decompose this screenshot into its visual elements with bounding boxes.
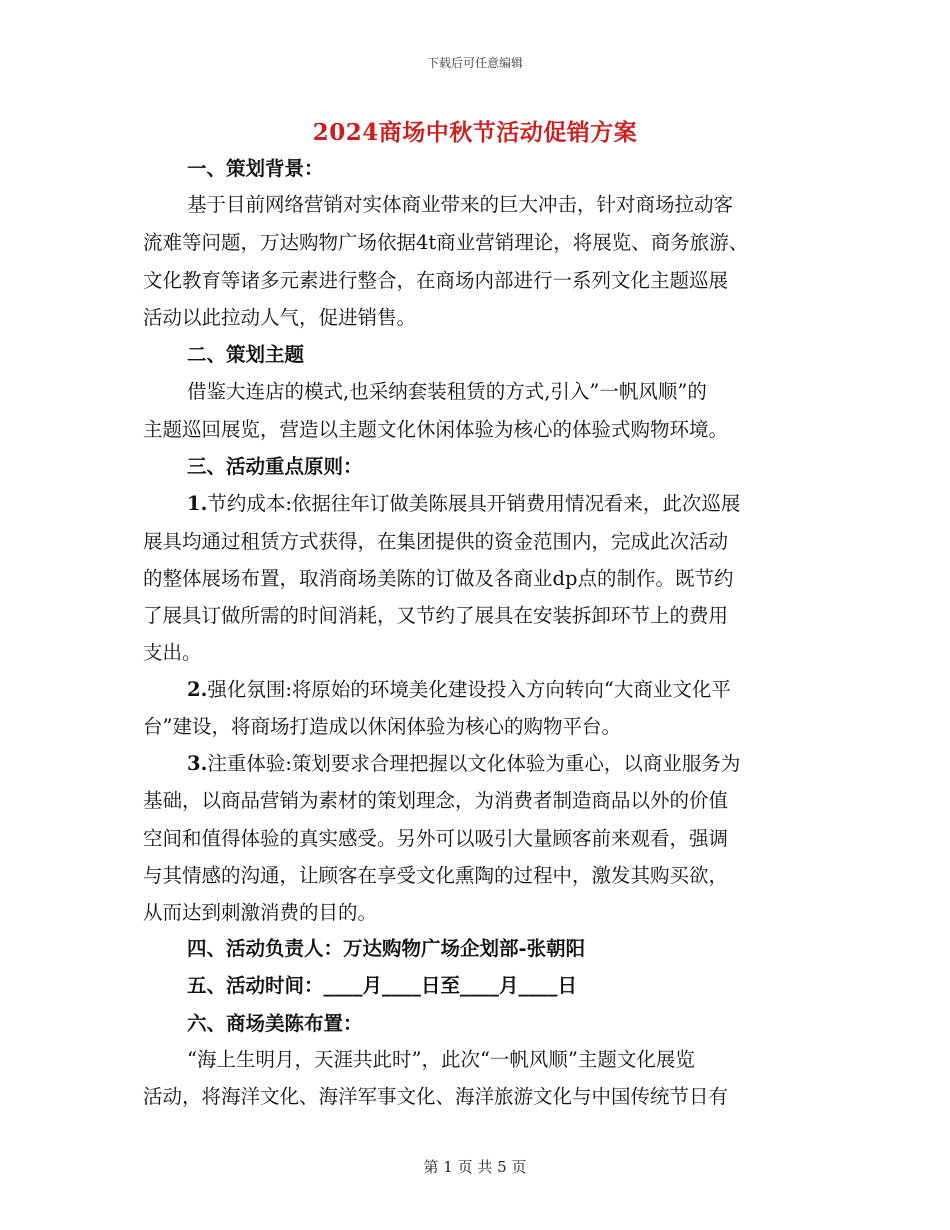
section-heading-theme: 二、策划主题 — [187, 343, 305, 366]
paragraph-line: 主题巡回展览，营造以主题文化休闲体验为核心的体验式购物环境。 — [143, 418, 729, 441]
paragraph-line: 借鉴大连店的模式,也采纳套装租赁的方式,引入”一帆风顺”的 — [187, 380, 707, 403]
principle-number: 2. — [187, 678, 208, 701]
paragraph-line: 与其情感的沟通，让顾客在享受文化熏陶的过程中，激发其购买欲， — [143, 864, 729, 887]
principle-text: 注重体验:策划要求合理把握以文化体验为重心，以商业服务为 — [207, 752, 741, 775]
paragraph-line: 了展具订做所需的时间消耗，又节约了展具在安装拆卸环节上的费用 — [143, 604, 729, 627]
paragraph-line: 活动，将海洋文化、海洋军事文化、海洋旅游文化与中国传统节日有 — [143, 1085, 729, 1108]
paragraph-line: 流难等问题，万达购物广场依据4t商业营销理论，将展览、商务旅游、 — [143, 231, 749, 254]
paragraph-line: 空间和值得体验的真实感受。另外可以吸引大量顾客前来观看，强调 — [143, 827, 729, 850]
header-note: 下载后可任意编辑 — [426, 56, 523, 70]
paragraph-line: 的整体展场布置，取消商场美陈的订做及各商业dp点的制作。既节约 — [143, 567, 734, 590]
section-heading-owner: 四、活动负责人：万达购物广场企划部-张朝阳 — [187, 937, 586, 960]
principle-text: 节约成本:依据往年订做美陈展具开销费用情况看来，此次巡展 — [207, 492, 741, 515]
paragraph-line: 从而达到刺激消费的目的。 — [143, 901, 378, 924]
paragraph-line: “海上生明月，天涯共此时”，此次“一帆风顺”主题文化展览 — [187, 1048, 695, 1071]
page-footer: 第 1 页 共 5 页 — [423, 1158, 527, 1176]
principle-2-first-line — [187, 678, 731, 702]
principle-3-first-line — [187, 752, 740, 776]
paragraph-line: 支出。 — [143, 641, 202, 664]
paragraph-line: 基于目前网络营销对实体商业带来的巨大冲击，针对商场拉动客 — [187, 193, 734, 216]
section-heading-principles: 三、活动重点原则： — [187, 455, 363, 478]
principle-text: 强化氛围:将原始的环境美化建设投入方向转向“大商业文化平 — [207, 678, 731, 701]
principle-number: 1. — [187, 492, 208, 515]
section-heading-decoration: 六、商场美陈布置： — [187, 1012, 363, 1035]
principle-number: 3. — [187, 752, 208, 775]
paragraph-line: 台”建设，将商场打造成以休闲体验为核心的购物平台。 — [143, 715, 621, 738]
principle-1-first-line — [187, 492, 740, 516]
section-heading-time: 五、活动时间：____月____日至____月____日 — [187, 974, 578, 997]
paragraph-line: 展具均通过租赁方式获得，在集团提供的资金范围内，完成此次活动 — [143, 530, 729, 553]
paragraph-line: 活动以此拉动人气，促进销售。 — [143, 306, 417, 329]
paragraph-line: 基础，以商品营销为素材的策划理念，为消费者制造商品以外的价值 — [143, 789, 729, 812]
section-heading-background: 一、策划背景： — [187, 157, 324, 180]
paragraph-line: 文化教育等诸多元素进行整合，在商场内部进行一系列文化主题巡展 — [143, 269, 729, 292]
document-title: 2024商场中秋节活动促销方案 — [312, 119, 638, 146]
